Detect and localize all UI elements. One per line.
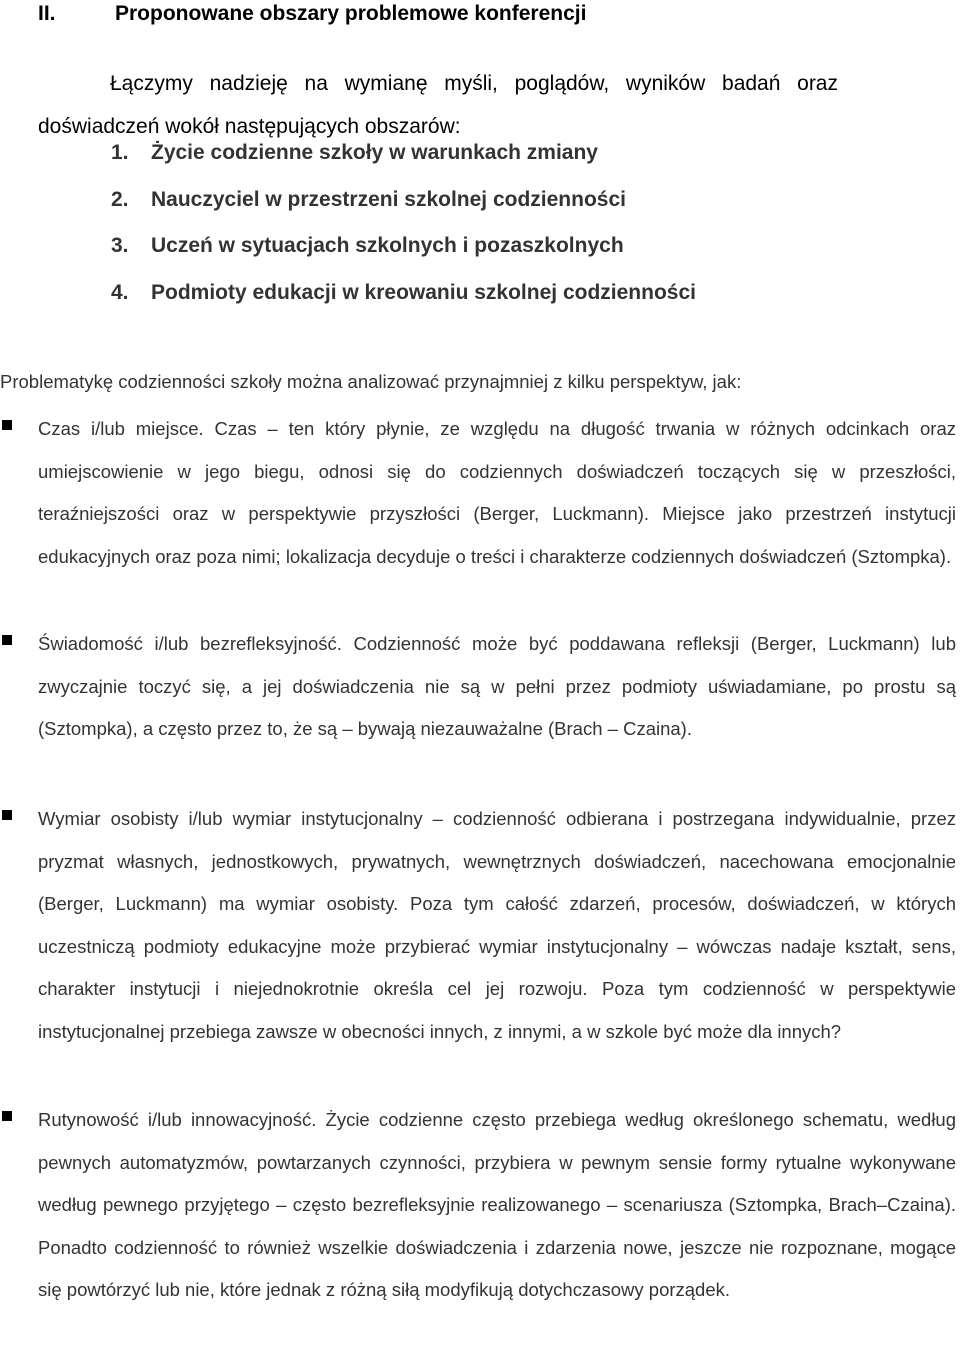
square-bullet-icon bbox=[2, 635, 12, 645]
list-item bbox=[111, 177, 951, 224]
bullet-body: Życie codzienne często przebiega według określonego schematu, według pewnych automatyzmów, powtarzanych czynności, przybiera w pewnym sensie formy rytualne wykonywane według pewnego przyjętego – często bezrefleksyjnie realizowanego – scenariusza (Sztompka, Brach–Czaina). Ponadto codzienność to również wszelkie doświadczenia i zdarzenia nowe, jeszcze nie rozpoznane, mogące się powtórzyć lub nie, które jednak z różną siłą modyfikują dotychczasowy porządek. bbox=[38, 1109, 957, 1300]
list-item-text: Życie codzienne szkoły w warunkach zmiany bbox=[151, 141, 598, 164]
problem-areas-list bbox=[111, 130, 951, 316]
bullet-body: Czas – ten który płynie, ze względu na długość trwania w różnych odcinkach oraz umiejscowienie w jego biegu, odnosi się do codziennych doświadczeń toczących się w przeszłości, teraźniejszości oraz w perspektywie przyszłości (Berger, Luckmann). Miejsce jako przestrzeń instytucji edukacyjnych oraz poza nimi; lokalizacja decyduje o treści i charakterze codziennych doświadczeń (Sztompka). bbox=[38, 418, 956, 567]
square-bullet-icon bbox=[2, 420, 12, 430]
list-item-number: 1. bbox=[111, 141, 129, 164]
bullet-paragraph bbox=[38, 798, 956, 1053]
bullet-paragraph bbox=[38, 1099, 956, 1312]
bullet-body: Codzienność może być poddawana refleksji (Berger, Luckmann) lub zwyczajnie toczyć się, a jej doświadczenia nie są w pełni przez podmioty uświadamiane, po prostu są (Sztompka), a często przez to, że są – bywają niezauważalne (Brach – Czaina). bbox=[38, 633, 956, 739]
list-item-text: Nauczyciel w przestrzeni szkolnej codzienności bbox=[151, 187, 626, 211]
square-bullet-icon bbox=[2, 1111, 12, 1121]
section-title: Proponowane obszary problemowe konferencji bbox=[115, 2, 587, 25]
lead-sentence: Problematykę codzienności szkoły można analizować przynajmniej z kilku perspektyw, jak: bbox=[0, 371, 742, 392]
list-item bbox=[111, 270, 951, 317]
bullet-paragraph bbox=[38, 408, 956, 578]
bullet-term: Czas i/lub miejsce. bbox=[38, 418, 204, 439]
intro-paragraph: Łączymy nadzieję na wymianę myśli, poglądów, wyników badań oraz doświadczeń wokół następujących obszarów: bbox=[38, 72, 838, 138]
list-item bbox=[111, 130, 951, 177]
list-item-text: Podmioty edukacji w kreowaniu szkolnej codzienności bbox=[151, 280, 696, 304]
bullet-body: – codzienność odbierana i postrzegana indywidualnie, przez pryzmat własnych, jednostkowych, prywatnych, wewnętrznych doświadczeń, nacechowana emocjonalnie (Berger, Luckmann) ma wymiar osobisty. Poza tym całość zdarzeń, procesów, doświadczeń, w których uczestniczą podmioty edukacyjne może przybierać wymiar instytucjonalny – wówczas nadaje kształt, sens, charakter instytucji i niejednokrotnie określa cel jej rozwoju. Poza tym codzienność w perspektywie instytucjonalnej przebiega zawsze w obecności innych, z innymi, a w szkole być może dla innych? bbox=[38, 808, 956, 1042]
bullet-paragraph bbox=[38, 623, 956, 751]
list-item-text: Uczeń w sytuacjach szkolnych i pozaszkolnych bbox=[151, 234, 624, 257]
list-item bbox=[111, 223, 951, 270]
section-number: II. bbox=[38, 2, 56, 25]
list-item-number: 4. bbox=[111, 280, 129, 304]
list-item-number: 2. bbox=[111, 187, 129, 211]
bullet-term: Świadomość i/lub bezrefleksyjność. bbox=[38, 633, 342, 654]
list-item-number: 3. bbox=[111, 234, 129, 257]
bullet-term: Rutynowość i/lub innowacyjność. bbox=[38, 1109, 317, 1130]
bullet-term: Wymiar osobisty i/lub wymiar instytucjonalny bbox=[38, 808, 423, 829]
square-bullet-icon bbox=[2, 810, 12, 820]
